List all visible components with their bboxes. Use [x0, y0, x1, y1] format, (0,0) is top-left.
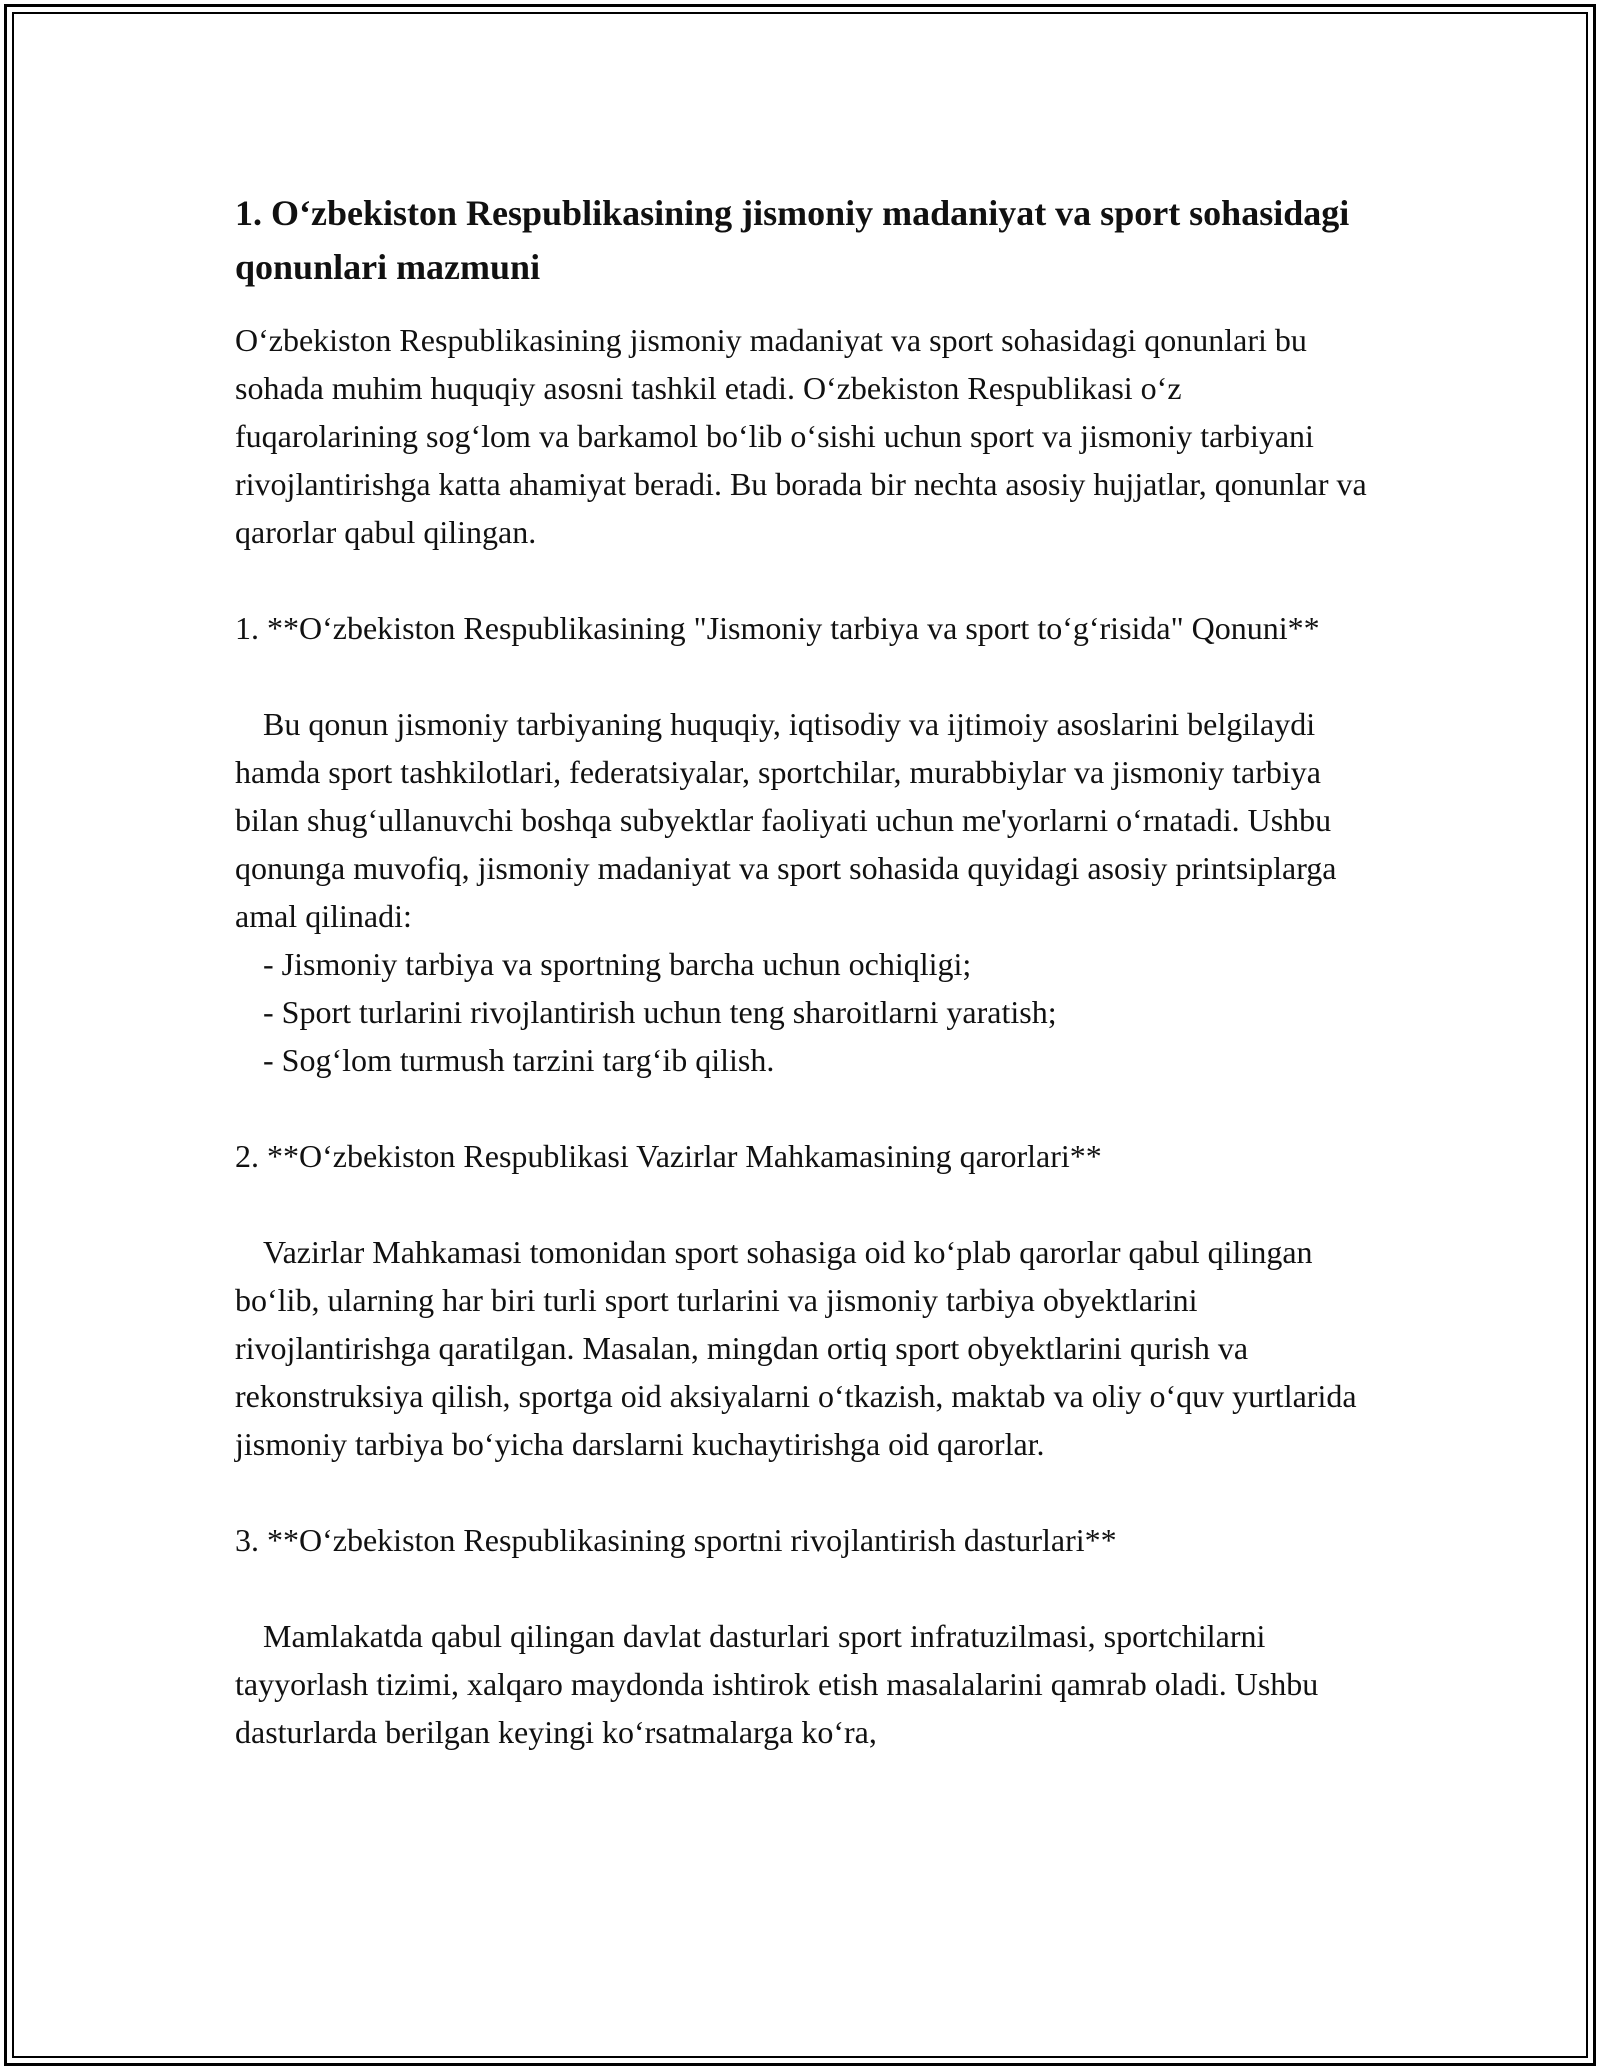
list-item: - Sport turlarini rivojlantirish uchun teng sharoitlarni yaratish; — [263, 994, 1057, 1030]
section-title: 1. Oʻzbekiston Respublikasining jismoniy madaniyat va sport sohasidagi qonunlari mazmuni — [235, 193, 1350, 287]
subsection-body-3: Mamlakatda qabul qilingan davlat dasturlari sport infratuzilmasi, sportchilarni tayyorlash tizimi, xalqaro maydonda ishtirok etish masalalarini qamrab oladi. Ushbu dasturlarda berilgan keyingi koʻrsatmalarga koʻra, — [235, 1618, 1319, 1750]
principles-list — [235, 940, 1370, 1084]
subsection-heading-1: 1. **Oʻzbekiston Respublikasining "Jismoniy tarbiya va sport toʻgʻrisida" Qonuni** — [235, 610, 1320, 646]
list-item: - Sogʻlom turmush tarzini targʻib qilish. — [263, 1042, 775, 1078]
subsection-body-2: Vazirlar Mahkamasi tomonidan sport sohasiga oid koʻplab qarorlar qabul qilingan boʻlib, ularning har biri turli sport turlarini va jismoniy tarbiya obyektlarini rivojlantirishga qaratilgan. Masalan, mingdan ortiq sport obyektlarini qurish va rekonstruksiya qilish, sportga oid aksiyalarni oʻtkazish, maktab va oliy oʻquv yurtlarida jismoniy tarbiya boʻyicha darslarni kuchaytirishga oid qarorlar. — [235, 1234, 1357, 1462]
document-body — [235, 186, 1370, 1756]
subsection-heading-3: 3. **Oʻzbekiston Respublikasining sportni rivojlantirish dasturlari** — [235, 1522, 1117, 1558]
intro-paragraph: Oʻzbekiston Respublikasining jismoniy madaniyat va sport sohasidagi qonunlari bu sohada muhim huquqiy asosni tashkil etadi. Oʻzbekiston Respublikasi oʻz fuqarolarining sogʻlom va barkamol boʻlib oʻsishi uchun sport va jismoniy tarbiyani rivojlantirishga katta ahamiyat beradi. Bu borada bir nechta asosiy hujjatlar, qonunlar va qarorlar qabul qilingan. — [235, 322, 1367, 550]
subsection-body-1: Bu qonun jismoniy tarbiyaning huquqiy, iqtisodiy va ijtimoiy asoslarini belgilaydi hamda sport tashkilotlari, federatsiyalar, sportchilar, murabbiylar va jismoniy tarbiya bilan shugʻullanuvchi boshqa subyektlar faoliyati uchun me'yorlarni oʻrnatadi. Ushbu qonunga muvofiq, jismoniy madaniyat va sport sohasida quyidagi asosiy printsiplarga amal qilinadi: — [235, 706, 1337, 934]
subsection-heading-2: 2. **Oʻzbekiston Respublikasi Vazirlar Mahkamasining qarorlari** — [235, 1138, 1102, 1174]
list-item: - Jismoniy tarbiya va sportning barcha uchun ochiqligi; — [263, 946, 972, 982]
